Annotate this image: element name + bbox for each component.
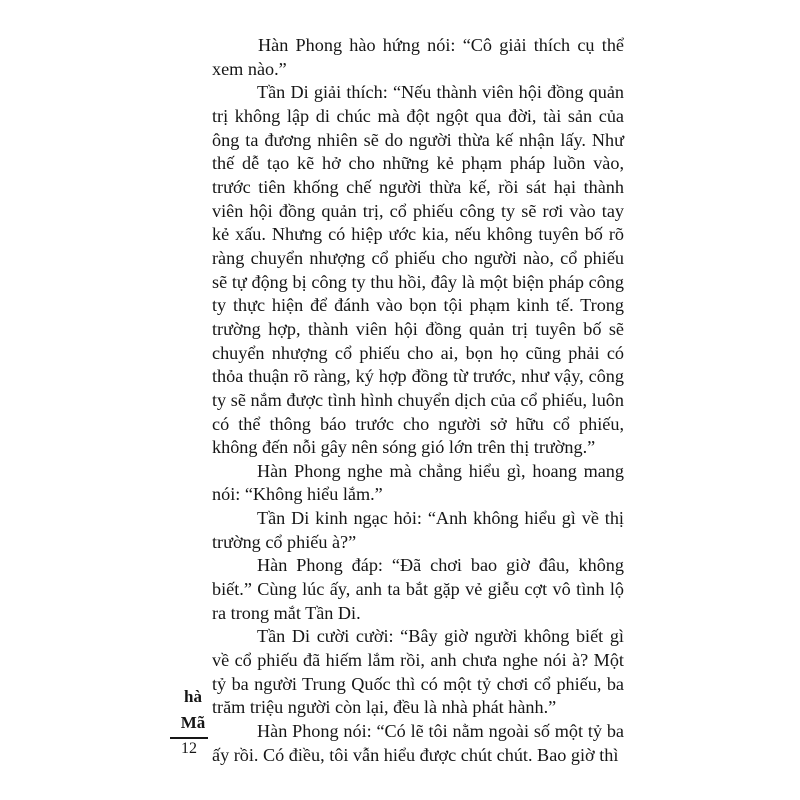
page-number: 12	[181, 740, 197, 757]
paragraph: Hàn Phong nói: “Có lẽ tôi nằm ngoài số một tỷ ba ấy rồi. Có điều, tôi vẫn hiểu được chút chút. Bao giờ thì	[212, 721, 624, 765]
body-text	[212, 34, 624, 767]
paragraph: Hàn Phong đáp: “Đã chơi bao giờ đâu, không biết.” Cùng lúc ấy, anh ta bắt gặp vẻ giễu cợt vô tình lộ ra trong mắt Tần Di.	[212, 555, 624, 623]
publisher-mark	[170, 686, 216, 733]
paragraph: Hàn Phong nghe mà chẳng hiểu gì, hoang mang nói: “Không hiểu lắm.”	[212, 460, 624, 505]
paragraph: Tần Di cười cười: “Bây giờ người không biết gì về cổ phiếu đã hiếm lắm rồi, anh chưa nghe nói à? Một tỷ ba người Trung Quốc thì có một tỷ chơi cổ phiếu, ba trăm triệu người còn lại, đều là nhà phát hành.”	[212, 626, 624, 718]
paragraph: Tần Di kinh ngạc hỏi: “Anh không hiểu gì về thị trường cổ phiếu à?”	[212, 508, 624, 552]
publisher-mark-line2: Mã	[180, 713, 206, 732]
publisher-mark-line1: hà	[184, 687, 202, 706]
paragraph: Tần Di giải thích: “Nếu thành viên hội đồng quản trị không lập di chúc mà đột ngột qua đời, tài sản của ông ta đương nhiên sẽ do người thừa kế nhận lấy. Như thế dễ tạo kẽ hở cho những kẻ phạm pháp luồn vào, trước tiên khống chế người thừa kế, rồi sát hại thành viên hội đồng quản trị, cổ phiếu công ty sẽ rơi vào tay kẻ xấu. Nhưng có hiệp ước kia, nếu không tuyên bố rõ ràng chuyển nhượng cổ phiếu cho người nào, cổ phiếu sẽ tự động bị công ty thu hồi, đây là một biện pháp công ty thực hiện để đánh vào bọn tội phạm kinh tế. Trong trường hợp, thành viên hội đồng quản trị tuyên bố sẽ chuyển nhượng cổ phiếu cho ai, bọn họ cũng phải có thỏa thuận rõ ràng, ký hợp đồng từ trước, như vậy, công ty sẽ nắm được tình hình chuyển dịch của cổ phiếu, luôn có thể thông báo trước cho người sở hữu cổ phiếu, không đến nỗi gây nên sóng gió lớn trên thị trường.”	[212, 82, 624, 458]
paragraph: Hàn Phong hào hứng nói: “Cô giải thích cụ thể xem nào.”	[212, 35, 624, 79]
